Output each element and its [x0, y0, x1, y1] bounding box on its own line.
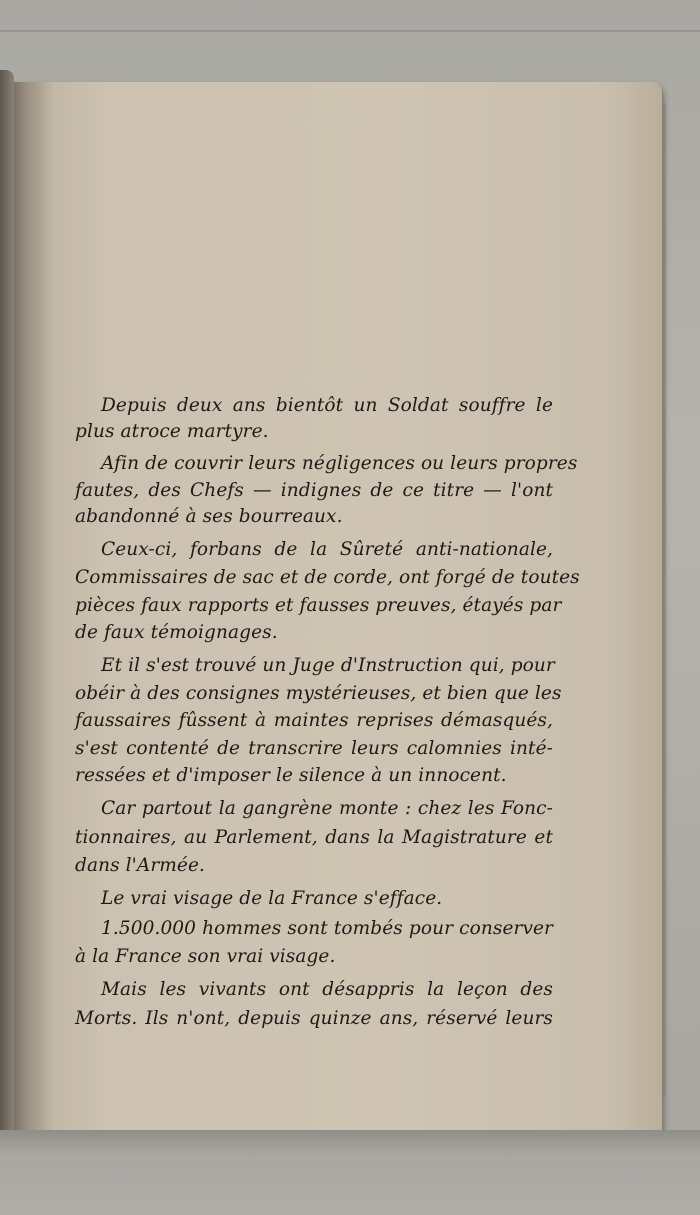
text-line: de faux témoignages. — [75, 622, 278, 643]
text-line: 1.500.000 hommes sont tombés pour conserver — [101, 918, 553, 939]
text-line: obéir à des consignes mystérieuses, et bien que les — [75, 683, 562, 704]
text-line: à la France son vrai visage. — [75, 946, 336, 967]
text-line: pièces faux rapports et fausses preuves, étayés par — [75, 595, 562, 616]
text-line: Mais les vivants ont désappris la leçon des — [101, 979, 553, 1000]
text-line: Afin de couvrir leurs négligences ou leurs propres — [101, 453, 578, 474]
text-line: faussaires fûssent à maintes reprises démasqués, — [75, 710, 553, 731]
wood-grain — [0, 30, 700, 32]
text-line: Car partout la gangrène monte : chez les Fonc- — [101, 798, 553, 819]
text-line: ressées et d'imposer le silence à un innocent. — [75, 765, 507, 786]
text-line: fautes, des Chefs — indignes de ce titre — l'ont — [75, 480, 553, 501]
text-line: Depuis deux ans bientôt un Soldat souffre le — [101, 395, 553, 416]
text-line: tionnaires, au Parlement, dans la Magistrature et — [75, 827, 553, 848]
text-line: Commissaires de sac et de corde, ont forgé de toutes — [75, 567, 580, 588]
text-line: plus atroce martyre. — [75, 421, 269, 442]
text-line: s'est contenté de transcrire leurs calomnies inté- — [75, 738, 553, 759]
text-line: abandonné à ses bourreaux. — [75, 506, 343, 527]
table-surface — [0, 1130, 700, 1215]
text-line: Morts. Ils n'ont, depuis quinze ans, réservé leurs — [75, 1008, 553, 1029]
text-line: dans l'Armée. — [75, 855, 205, 876]
text-line: Et il s'est trouvé un Juge d'Instruction qui, pour — [101, 655, 555, 676]
text-line: Ceux-ci, forbans de la Sûreté anti-nationale, — [101, 539, 553, 560]
book-spine — [0, 70, 14, 1140]
text-line: Le vrai visage de la France s'efface. — [101, 888, 443, 909]
